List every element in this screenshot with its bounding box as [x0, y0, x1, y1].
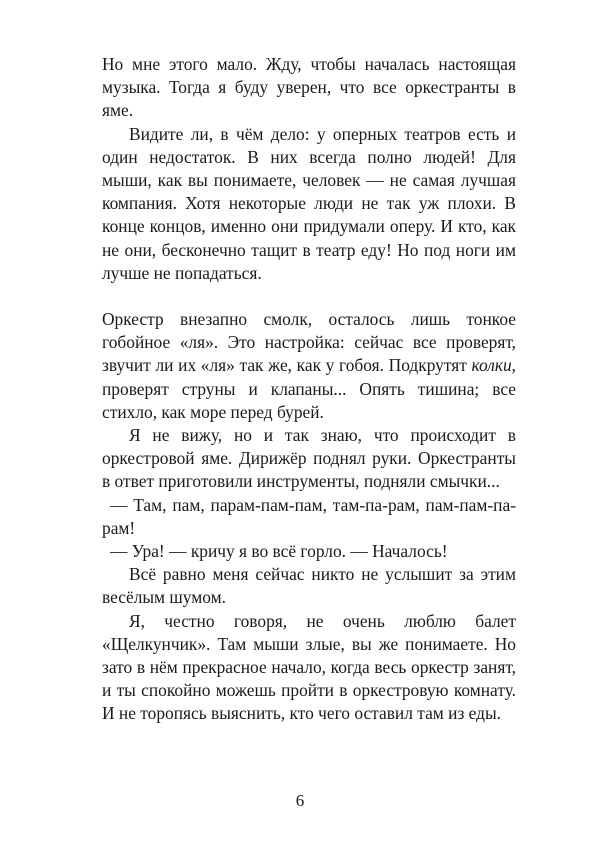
text-run: — Ура! — кричу я во всё горло. — Началось! — [110, 541, 448, 562]
page-body — [102, 53, 516, 726]
page-number: 6 — [295, 791, 305, 810]
text-run: Я не вижу, но и так знаю, что происходит в оркестровой яме. Дирижёр поднял руки. Оркестранты в ответ приготовили инструменты, подняли смычки... — [102, 425, 516, 492]
paragraph — [102, 610, 516, 726]
text-run: Оркестр внезапно смолк, осталось лишь тонкое гобойное «ля». Это настройка: сейчас все проверят, звучит ли их «ля» так же, как у гобоя. Подкрутят — [102, 309, 516, 376]
text-run: проверят струны и клапаны... Опять тишина; все стихло, как море перед бурей. — [102, 378, 516, 422]
text-run: Но мне этого мало. Жду, чтобы началась настоящая музыка. Тогда я буду уверен, что все оркестранты в яме. — [102, 54, 516, 121]
paragraph — [102, 308, 516, 424]
paragraph — [102, 53, 516, 123]
dialogue-line — [102, 540, 516, 563]
text-run: Видите ли, в чём дело: у оперных театров есть и один недостаток. В них всегда полно людей! Для мыши, как вы понимаете, человек — не самая лучшая компания. Хотя некоторые люди не так уж плохи. В конце концов, именно они придумали оперу. И кто, как не они, бесконечно тащит в театр еду! Но под ноги им лучше не попадаться. — [102, 123, 516, 283]
italic-text: колки, — [471, 355, 516, 376]
text-section — [102, 308, 516, 726]
dialogue-line — [102, 494, 516, 540]
text-run: Я, честно говоря, не очень люблю балет «Щелкунчик». Там мыши злые, вы же понимаете. Но зато в нём прекрасное начало, когда весь оркестр занят, и ты спокойно можешь пройти в оркестровую комнату. И не торопясь выяснить, кто чего оставил там из еды. — [102, 610, 516, 724]
text-section — [102, 53, 516, 285]
paragraph — [102, 424, 516, 494]
text-run: — Там, пам, парам-пам-пам, там-па-рам, пам-пам-па-рам! — [102, 494, 516, 538]
text-run: Всё равно меня сейчас никто не услышит за этим весёлым шумом. — [102, 564, 516, 608]
paragraph — [102, 123, 516, 285]
paragraph — [102, 563, 516, 609]
